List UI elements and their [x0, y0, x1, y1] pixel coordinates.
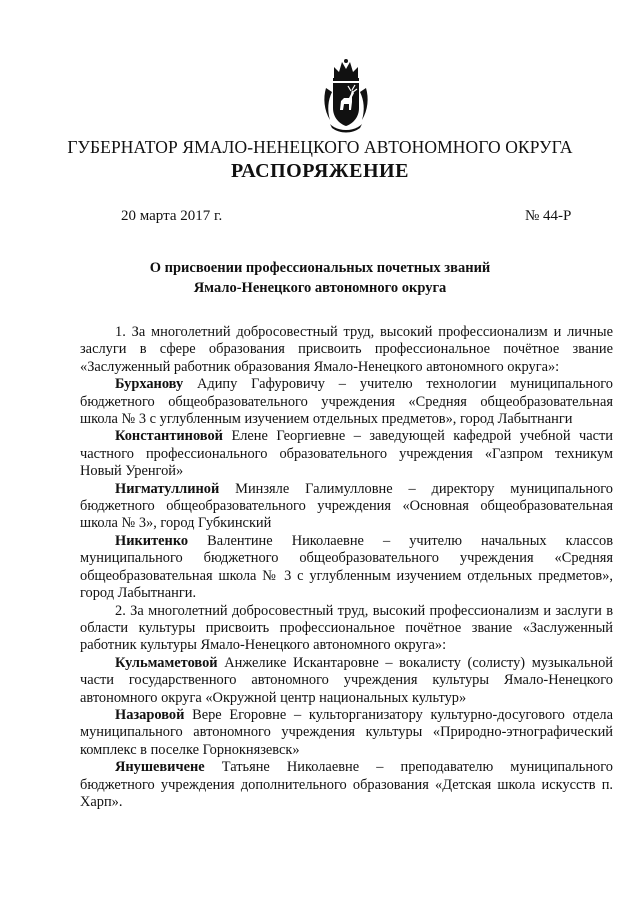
- awardee-details: Валентине Николаевне – учителю начальных классов муниципального бюджетного общеобразовательного учреждения «Средняя общеобразовательная школа № 3 с углубленным изучением отдельных предметов», город Лабытнанги.: [80, 532, 613, 602]
- title-line: Ямало-Ненецкого автономного округа: [193, 280, 447, 296]
- title-line: О присвоении профессиональных почетных званий: [149, 260, 491, 276]
- document-date: 20 марта 2017 г.: [121, 208, 223, 224]
- awardee-details: Елене Георгиевне – заведующей кафедрой учебной части частного профессионального образовательного учреждения «Газпром техникум Новый Уренгой»: [80, 428, 613, 480]
- awardee-paragraph: [80, 481, 613, 533]
- awardee-surname: Константиновой: [115, 428, 223, 445]
- awardee-details: Адипу Гафуровичу – учителю технологии муниципального бюджетного общеобразовательного учреждения «Средняя общеобразовательная школа № 3 с углубленным изучением отдельных предметов», город Лабытнанги: [80, 376, 613, 428]
- document-number: № 44-Р: [525, 208, 572, 224]
- document-title: [0, 258, 640, 298]
- issuing-authority: ГУБЕРНАТОР ЯМАЛО-НЕНЕЦКОГО АВТОНОМНОГО ОКРУГА: [67, 137, 573, 157]
- paragraph: [80, 324, 613, 376]
- awardee-paragraph: [80, 376, 613, 428]
- awardee-surname: Никитенко: [115, 532, 189, 549]
- document-type: РАСПОРЯЖЕНИЕ: [231, 160, 409, 182]
- paragraph-text: 1. За многолетний добросовестный труд, высокий профессионализм и личные заслуги в сфере образования присвоить профессиональное почётное звание «Заслуженный работник образования Ямало-Ненецкого автономного округа»:: [80, 324, 613, 375]
- awardee-surname: Кульмаметовой: [115, 654, 218, 671]
- paragraph-text: 2. За многолетний добросовестный труд, высокий профессионализм и заслуги в области культуры присвоить профессиональное почётное звание «Заслуженный работник культуры Ямало-Ненецкого автономного округа»:: [80, 602, 613, 654]
- coat-of-arms-icon: [322, 58, 370, 134]
- awardee-paragraph: [80, 533, 613, 603]
- awardee-details: Вере Егоровне – культорганизатору культурно-досугового отдела муниципального автономного учреждения культуры «Природно-этнографический комплекс в поселке Горнокнязевск»: [80, 706, 613, 758]
- awardee-details: Анжелике Искантаровне – вокалисту (солисту) музыкальной части государственного автономного учреждения культуры Ямало-Ненецкого автономного округа «Окружной центр национальных культур»: [80, 654, 613, 706]
- awardee-surname: Назаровой: [115, 706, 185, 723]
- awardee-paragraph: [80, 759, 613, 811]
- awardee-paragraph: [80, 707, 613, 759]
- awardee-surname: Нигматуллиной: [115, 480, 220, 497]
- awardee-surname: Янушевичене: [115, 759, 205, 776]
- awardee-details: Татьяне Николаевне – преподавателю муниципального бюджетного учреждения дополнительного образования «Детская школа искусств п. Харп».: [80, 759, 613, 810]
- awardee-paragraph: [80, 428, 613, 480]
- awardee-paragraph: [80, 655, 613, 707]
- awardee-surname: Бурханову: [115, 376, 184, 393]
- document-body: [80, 324, 613, 811]
- paragraph: [80, 603, 613, 655]
- awardee-details: Минзяле Галимулловне – директору муниципального бюджетного общеобразовательного учреждения «Основная общеобразовательная школа № 3», город Губкинский: [80, 480, 613, 532]
